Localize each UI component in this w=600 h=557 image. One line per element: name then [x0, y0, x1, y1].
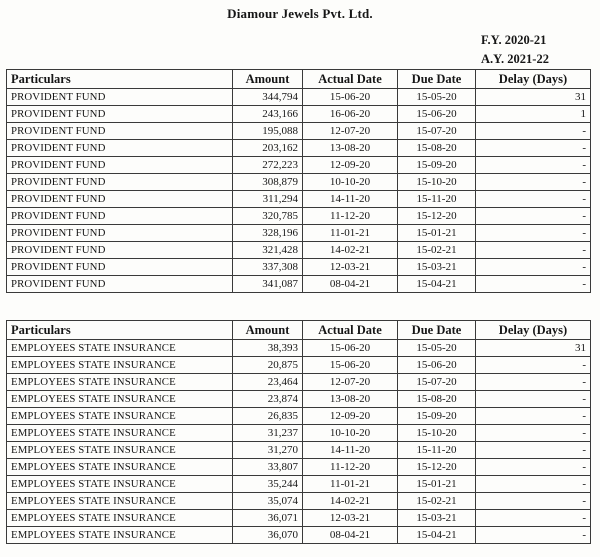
cell-particular: PROVIDENT FUND: [7, 225, 233, 242]
table-row: [7, 408, 591, 425]
cell-delay: -: [476, 140, 591, 157]
table-row: [7, 442, 591, 459]
cell-actual-date: 12-07-20: [303, 374, 398, 391]
cell-amount: 36,071: [233, 510, 303, 527]
header-particulars: Particulars: [7, 70, 233, 89]
cell-amount: 195,088: [233, 123, 303, 140]
table-header-row: [7, 70, 591, 89]
cell-particular: EMPLOYEES STATE INSURANCE: [7, 408, 233, 425]
cell-due-date: 15-11-20: [398, 442, 476, 459]
cell-particular: PROVIDENT FUND: [7, 106, 233, 123]
cell-particular: EMPLOYEES STATE INSURANCE: [7, 476, 233, 493]
cell-actual-date: 14-11-20: [303, 442, 398, 459]
table-row: [7, 459, 591, 476]
cell-actual-date: 15-06-20: [303, 340, 398, 357]
cell-due-date: 15-06-20: [398, 357, 476, 374]
table-row: [7, 391, 591, 408]
cell-actual-date: 14-11-20: [303, 191, 398, 208]
cell-particular: EMPLOYEES STATE INSURANCE: [7, 374, 233, 391]
table-row: [7, 259, 591, 276]
table-row: [7, 242, 591, 259]
header-amount: Amount: [233, 321, 303, 340]
cell-due-date: 15-10-20: [398, 425, 476, 442]
cell-amount: 337,308: [233, 259, 303, 276]
cell-actual-date: 12-09-20: [303, 408, 398, 425]
cell-delay: 31: [476, 89, 591, 106]
header-delay-days: Delay (Days): [476, 70, 591, 89]
cell-delay: -: [476, 476, 591, 493]
cell-due-date: 15-01-21: [398, 225, 476, 242]
cell-particular: PROVIDENT FUND: [7, 140, 233, 157]
table-row: [7, 225, 591, 242]
cell-delay: 1: [476, 106, 591, 123]
cell-delay: -: [476, 242, 591, 259]
cell-delay: -: [476, 191, 591, 208]
assessment-year: A.Y. 2021-22: [481, 52, 549, 66]
cell-amount: 272,223: [233, 157, 303, 174]
table-row: [7, 208, 591, 225]
cell-particular: EMPLOYEES STATE INSURANCE: [7, 527, 233, 544]
table-header-row: [7, 321, 591, 340]
cell-actual-date: 08-04-21: [303, 276, 398, 293]
cell-amount: 308,879: [233, 174, 303, 191]
cell-amount: 35,074: [233, 493, 303, 510]
cell-amount: 31,270: [233, 442, 303, 459]
header-due-date: Due Date: [398, 321, 476, 340]
cell-delay: -: [476, 208, 591, 225]
provident-fund-table: [6, 69, 591, 293]
cell-amount: 20,875: [233, 357, 303, 374]
table-row: [7, 476, 591, 493]
esi-table: [6, 320, 591, 544]
cell-particular: PROVIDENT FUND: [7, 89, 233, 106]
financial-year: F.Y. 2020-21: [481, 33, 547, 47]
cell-amount: 35,244: [233, 476, 303, 493]
header-particulars: Particulars: [7, 321, 233, 340]
header-due-date: Due Date: [398, 70, 476, 89]
cell-amount: 243,166: [233, 106, 303, 123]
cell-particular: EMPLOYEES STATE INSURANCE: [7, 340, 233, 357]
cell-particular: PROVIDENT FUND: [7, 174, 233, 191]
cell-actual-date: 15-06-20: [303, 357, 398, 374]
cell-amount: 38,393: [233, 340, 303, 357]
cell-actual-date: 12-03-21: [303, 510, 398, 527]
cell-particular: EMPLOYEES STATE INSURANCE: [7, 442, 233, 459]
header-amount: Amount: [233, 70, 303, 89]
cell-delay: -: [476, 510, 591, 527]
cell-amount: 321,428: [233, 242, 303, 259]
cell-amount: 33,807: [233, 459, 303, 476]
company-name: Diamour Jewels Pvt. Ltd.: [227, 6, 373, 21]
cell-particular: EMPLOYEES STATE INSURANCE: [7, 357, 233, 374]
cell-delay: -: [476, 408, 591, 425]
cell-particular: PROVIDENT FUND: [7, 276, 233, 293]
cell-delay: -: [476, 174, 591, 191]
cell-actual-date: 14-02-21: [303, 493, 398, 510]
cell-actual-date: 14-02-21: [303, 242, 398, 259]
cell-actual-date: 12-07-20: [303, 123, 398, 140]
cell-due-date: 15-03-21: [398, 510, 476, 527]
table-row: [7, 357, 591, 374]
table-row: [7, 276, 591, 293]
cell-delay: -: [476, 357, 591, 374]
cell-delay: -: [476, 459, 591, 476]
cell-due-date: 15-06-20: [398, 106, 476, 123]
cell-particular: PROVIDENT FUND: [7, 123, 233, 140]
cell-due-date: 15-05-20: [398, 89, 476, 106]
cell-actual-date: 11-01-21: [303, 476, 398, 493]
cell-particular: EMPLOYEES STATE INSURANCE: [7, 493, 233, 510]
table-row: [7, 89, 591, 106]
cell-amount: 344,794: [233, 89, 303, 106]
cell-due-date: 15-12-20: [398, 459, 476, 476]
table-row: [7, 106, 591, 123]
cell-actual-date: 08-04-21: [303, 527, 398, 544]
cell-actual-date: 13-08-20: [303, 140, 398, 157]
cell-particular: PROVIDENT FUND: [7, 157, 233, 174]
table-row: [7, 493, 591, 510]
cell-amount: 328,196: [233, 225, 303, 242]
cell-delay: -: [476, 527, 591, 544]
cell-due-date: 15-02-21: [398, 242, 476, 259]
cell-particular: EMPLOYEES STATE INSURANCE: [7, 425, 233, 442]
cell-due-date: 15-09-20: [398, 408, 476, 425]
cell-amount: 341,087: [233, 276, 303, 293]
table-row: [7, 527, 591, 544]
cell-actual-date: 12-03-21: [303, 259, 398, 276]
cell-particular: EMPLOYEES STATE INSURANCE: [7, 459, 233, 476]
cell-actual-date: 11-01-21: [303, 225, 398, 242]
cell-due-date: 15-02-21: [398, 493, 476, 510]
cell-delay: -: [476, 259, 591, 276]
cell-due-date: 15-01-21: [398, 476, 476, 493]
header-actual-date: Actual Date: [303, 70, 398, 89]
cell-due-date: 15-08-20: [398, 140, 476, 157]
cell-due-date: 15-03-21: [398, 259, 476, 276]
table-row: [7, 425, 591, 442]
cell-delay: -: [476, 225, 591, 242]
table-row: [7, 157, 591, 174]
cell-due-date: 15-12-20: [398, 208, 476, 225]
cell-delay: -: [476, 276, 591, 293]
cell-due-date: 15-09-20: [398, 157, 476, 174]
cell-due-date: 15-05-20: [398, 340, 476, 357]
cell-amount: 23,874: [233, 391, 303, 408]
cell-particular: PROVIDENT FUND: [7, 191, 233, 208]
cell-amount: 36,070: [233, 527, 303, 544]
table-row: [7, 191, 591, 208]
cell-due-date: 15-11-20: [398, 191, 476, 208]
cell-actual-date: 11-12-20: [303, 208, 398, 225]
cell-due-date: 15-07-20: [398, 374, 476, 391]
table-row: [7, 123, 591, 140]
cell-amount: 320,785: [233, 208, 303, 225]
cell-actual-date: 12-09-20: [303, 157, 398, 174]
cell-actual-date: 15-06-20: [303, 89, 398, 106]
cell-amount: 311,294: [233, 191, 303, 208]
cell-delay: -: [476, 374, 591, 391]
header-delay-days: Delay (Days): [476, 321, 591, 340]
cell-particular: PROVIDENT FUND: [7, 208, 233, 225]
cell-delay: -: [476, 493, 591, 510]
cell-amount: 203,162: [233, 140, 303, 157]
cell-actual-date: 10-10-20: [303, 174, 398, 191]
table-row: [7, 374, 591, 391]
cell-due-date: 15-04-21: [398, 276, 476, 293]
cell-delay: -: [476, 425, 591, 442]
cell-actual-date: 10-10-20: [303, 425, 398, 442]
cell-particular: EMPLOYEES STATE INSURANCE: [7, 510, 233, 527]
cell-delay: 31: [476, 340, 591, 357]
cell-delay: -: [476, 391, 591, 408]
cell-amount: 31,237: [233, 425, 303, 442]
cell-due-date: 15-04-21: [398, 527, 476, 544]
cell-delay: -: [476, 123, 591, 140]
header-actual-date: Actual Date: [303, 321, 398, 340]
cell-delay: -: [476, 157, 591, 174]
cell-delay: -: [476, 442, 591, 459]
cell-actual-date: 16-06-20: [303, 106, 398, 123]
cell-due-date: 15-08-20: [398, 391, 476, 408]
cell-particular: PROVIDENT FUND: [7, 242, 233, 259]
table-row: [7, 140, 591, 157]
cell-due-date: 15-10-20: [398, 174, 476, 191]
cell-amount: 23,464: [233, 374, 303, 391]
cell-amount: 26,835: [233, 408, 303, 425]
table-row: [7, 174, 591, 191]
cell-actual-date: 13-08-20: [303, 391, 398, 408]
cell-actual-date: 11-12-20: [303, 459, 398, 476]
cell-particular: PROVIDENT FUND: [7, 259, 233, 276]
cell-due-date: 15-07-20: [398, 123, 476, 140]
table-row: [7, 510, 591, 527]
cell-particular: EMPLOYEES STATE INSURANCE: [7, 391, 233, 408]
table-row: [7, 340, 591, 357]
